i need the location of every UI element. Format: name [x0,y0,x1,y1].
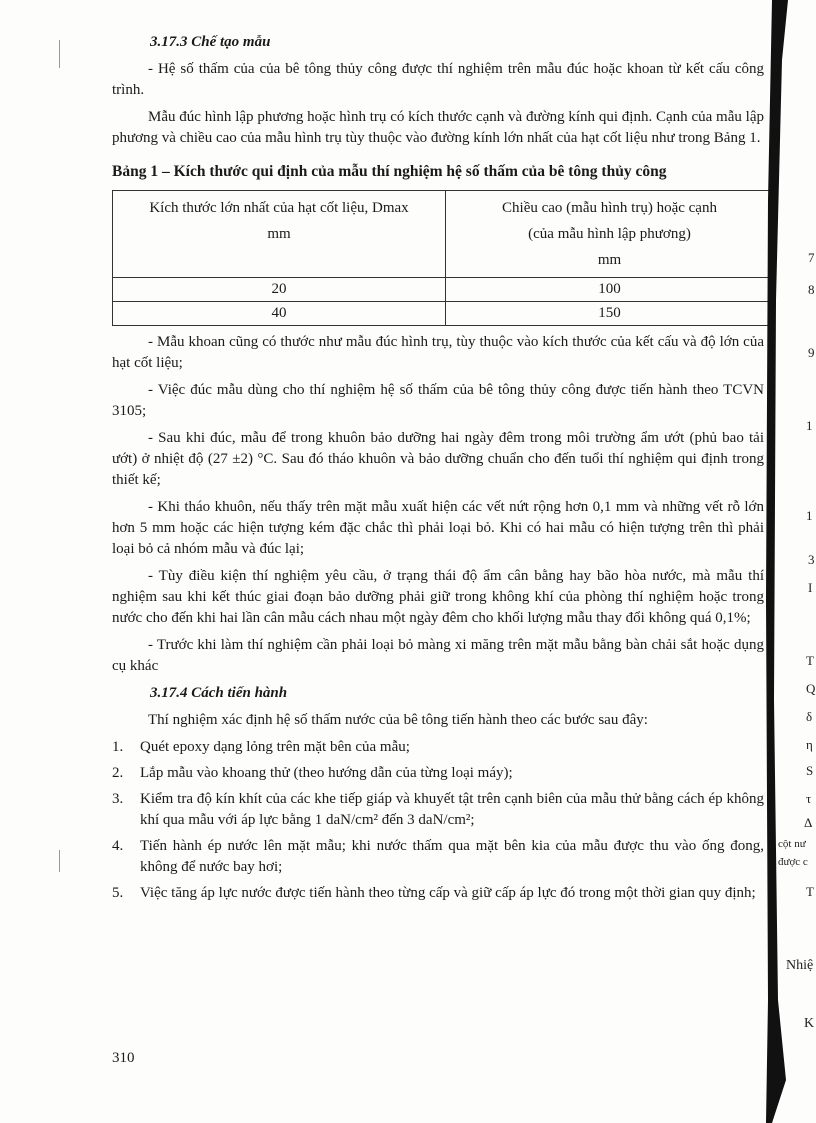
edge-text: Nhiệ [786,958,814,973]
edge-text: 7 [808,250,815,265]
scan-mark-top [59,40,60,68]
table-sample-size [112,190,774,326]
note-paragraph: - Trước khi làm thí nghiệm cần phải loại bỏ màng xi măng trên mặt mẫu bằng bàn chải sắt hoặc dụng cụ khác [112,637,764,674]
table-header-size: Chiều cao (mẫu hình trụ) hoặc cạnh (của mẫu hình lập phương) mm [446,191,774,278]
list-item: 1. Quét epoxy dạng lỏng trên mặt bên của mẫu; [112,739,410,755]
edge-text: Q [806,681,816,696]
edge-text: 8 [808,282,815,297]
list-item: 5. Việc tăng áp lực nước được tiến hành theo từng cấp và giữ cấp áp lực đó trong một thời gian quy định; [112,885,756,901]
edge-text: 9 [808,345,815,360]
note-paragraph: - Mẫu khoan cũng có thước như mẫu đúc hình trụ, tùy thuộc vào kích thước của kết cấu và độ lớn của hạt cốt liệu; [112,334,764,371]
edge-text: T [806,884,814,899]
procedure-steps [112,737,764,904]
procedure-intro: Thí nghiệm xác định hệ số thấm nước của bê tông tiến hành theo các bước sau đây: [148,712,648,728]
list-item: 4. Tiến hành ép nước lên mặt mẫu; khi nước thấm qua mặt bên kia của mẫu được thu vào ống đong, không để nước bay hơi; [112,838,764,875]
table-cell: 100 [446,278,774,302]
note-paragraph: - Việc đúc mẫu dùng cho thí nghiệm hệ số thấm của bê tông thủy công được tiến hành theo TCVN 3105; [112,382,764,419]
table-header-dmax: Kích thước lớn nhất của hạt cốt liệu, Dmax mm [113,191,446,278]
edge-text: S [806,763,814,778]
table-caption: Bảng 1 – Kích thước qui định của mẫu thí nghiệm hệ số thấm của bê tông thủy công [112,163,667,180]
edge-text: τ [806,791,812,806]
scan-mark-bottom [59,850,60,872]
list-item: 3. Kiểm tra độ kín khít của các khe tiếp giáp và khuyết tật trên cạnh biên của mẫu thử bằng cách ép không khí qua mẫu với áp lực bằng 1 daN/cm² đến 3 daN/cm²; [112,791,764,828]
edge-text: 3 [808,552,815,567]
edge-text: 1 [806,508,813,523]
edge-text: η [806,737,813,752]
paragraph: - Hệ số thấm của của bê tông thủy công được thí nghiệm trên mẫu đúc hoặc khoan từ kết cấu công trình. [112,61,764,98]
table-cell: 150 [446,302,774,326]
section-heading-procedure: 3.17.4 Cách tiến hành [150,685,288,701]
edge-text: Δ [804,815,813,830]
edge-text: cột nư [778,838,806,850]
table-row [113,278,774,302]
section-heading-prep: 3.17.3 Chế tạo mẫu [150,34,271,50]
edge-text: δ [806,709,813,724]
page-content [112,32,764,909]
note-paragraph: - Sau khi đúc, mẫu để trong khuôn bảo dưỡng hai ngày đêm trong môi trường ẩm ướt (phủ bao tải ướt) ở nhiệt độ (27 ±2) °C. Sau đó tháo khuôn và bảo dưỡng chuẩn cho đến tuổi thí nghiệm qui định trong thiết kế; [112,430,764,488]
page-number: 310 [112,1050,135,1066]
edge-text: 1 [806,418,813,433]
table-header-row [113,191,774,278]
table-cell: 40 [113,302,446,326]
table-row [113,302,774,326]
edge-text: I [808,580,813,595]
note-paragraph: - Tùy điều kiện thí nghiệm yêu cầu, ở trạng thái độ ẩm cân bằng hay bão hòa nước, mà mẫu thí nghiệm sau khi kết thúc giai đoạn bảo dưỡng phải giữ trong không khí của phòng thí nghiệm hoặc trong nước cho đến khi hai lần cân mẫu cách nhau một ngày đêm cho khối lượng mẫu thay đổi không quá 0,1%; [112,568,764,626]
edge-text: được c [778,856,808,868]
note-paragraph: - Khi tháo khuôn, nếu thấy trên mặt mẫu xuất hiện các vết nứt rộng hơn 0,1 mm và những vết rỗ lớn hơn 5 mm hoặc các hiện tượng kém đặc chắc thì phải loại bỏ. Khi có hai mẫu có hiện tượng trên thì phải loại bỏ cả nhóm mẫu và đúc lại; [112,499,764,557]
list-item: 2. Lắp mẫu vào khoang thử (theo hướng dẫn của từng loại máy); [112,765,513,781]
edge-text: K [804,1016,815,1031]
paragraph: Mẫu đúc hình lập phương hoặc hình trụ có kích thước cạnh và đường kính qui định. Cạnh của mẫu lập phương và chiều cao của mẫu hình trụ tùy thuộc vào đường kính lớn nhất của hạt cốt liệu như trong Bảng 1. [112,109,764,146]
table-cell: 20 [113,278,446,302]
edge-text: T [806,653,814,668]
